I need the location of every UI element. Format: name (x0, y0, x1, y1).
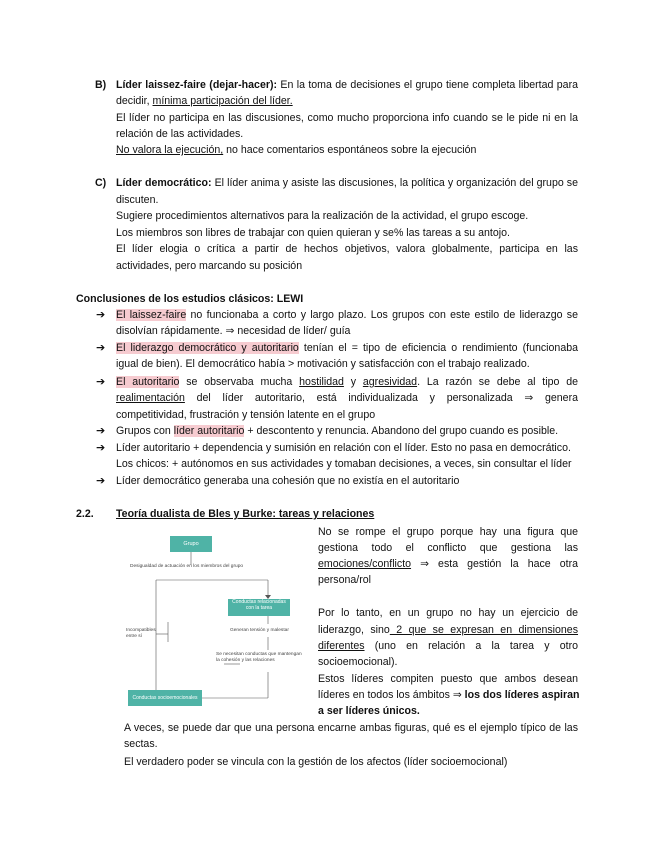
underlined-text: No valora la ejecución, (116, 144, 224, 156)
highlighted-text: El liderazgo democrático y autoritario (116, 342, 299, 354)
bullet-arrow-icon: ➔ (96, 475, 106, 487)
conclusion-3-line-1 (116, 375, 578, 390)
tension-note: Generan tensión y malestar (230, 628, 289, 633)
text: Grupos con (116, 425, 174, 437)
section-b-title: Líder laissez-faire (dejar-hacer): (116, 79, 278, 91)
dualist-theory-diagram (120, 524, 310, 714)
section-c-line-3: Sugiere procedimientos alternativos para la realización de la actividad, el grupo escoge. (116, 210, 529, 222)
section-c-text: El líder anima y asiste las discusiones, la política y organización del grupo se (211, 177, 578, 189)
highlighted-text: líder autoritario (173, 425, 245, 437)
section-c-line-2: discuten. (116, 194, 159, 206)
incompatible-note: Incompatibles entre sí (126, 628, 156, 639)
section-c-line-6: actividades, pero marcando su posición (116, 260, 303, 272)
bullet-arrow-icon: ➔ (96, 442, 106, 454)
inequality-note: Desigualdad de actuación en los miembros del grupo (130, 564, 244, 569)
right-p1-line-3 (318, 557, 578, 572)
conclusion-5-line-2: Los chicos: + autónomos en sus actividades y tomaban decisiones, a veces, sin consultar el líder (116, 458, 572, 470)
conclusions-title: Conclusiones de los estudios clásicos: LEWI (76, 293, 304, 305)
bottom-p1-line-1: A veces, se puede dar que una persona encarne ambas figuras, qué es el ejemplo típico de las (124, 722, 578, 734)
highlighted-text: El autoritario (116, 376, 180, 388)
text: . La razón se debe al tipo de (417, 376, 578, 388)
right-p2-line-3 (318, 639, 578, 654)
underlined-text: mínima participación del líder. (152, 95, 293, 107)
bottom-p2: El verdadero poder se vincula con la gestión de los afectos (líder socioemocional) (124, 756, 508, 768)
bold-text: los dos líderes aspiran (464, 689, 580, 701)
diagram-connectors (120, 524, 310, 714)
right-p3-line-1: Estos líderes compiten puesto que ambos desean (318, 673, 578, 685)
section-b-line-2 (116, 94, 293, 109)
section-c-line-4: Los miembros son libres de trabajar con quien quieran y se% las tareas a su antojo. (116, 227, 510, 239)
right-p1-line-4: persona/rol (318, 574, 371, 586)
group-box: Grupo (170, 536, 212, 552)
text: decidir, (116, 95, 153, 107)
text: liderazgo, sino (318, 624, 390, 636)
conclusion-1-line-1 (116, 308, 578, 323)
right-p3-line-3: a ser líderes únicos. (318, 705, 420, 717)
bullet-arrow-icon: ➔ (96, 425, 106, 437)
section-c-title: Líder democrático: (116, 177, 212, 189)
underlined-text: 2 que se expresan en dimensiones (389, 624, 579, 636)
text: líderes en todos los ámbitos ⇒ (318, 689, 465, 701)
section-c-line-5: El líder elogia o crítica a partir de hechos objetivos, valora globalmente, participa en las (116, 243, 578, 255)
section-b-line-1 (116, 78, 578, 93)
section-b-line-4: relación de las actividades. (116, 128, 244, 140)
highlighted-text: El laissez-faire (116, 309, 187, 321)
underlined-text: emociones/conflicto (318, 558, 412, 570)
conclusion-3-line-2 (116, 391, 578, 406)
section-b-line-5 (116, 143, 476, 158)
text: y (343, 376, 363, 388)
text: se observaba mucha (179, 376, 300, 388)
text: (uno en relación a la tarea y otro (364, 640, 578, 652)
section-b-line-3: El líder no participa en las discusiones, como mucho proporciona info cuando se le pide ni en la (116, 112, 578, 124)
underlined-text: hostilidad (299, 376, 344, 388)
conclusion-6: Líder democrático generaba una cohesión que no existía en el autoritario (116, 475, 460, 487)
conclusion-2-line-2: igual de bien). El democrático había > motivación y satisfacción con el trabajo realizado. (116, 358, 530, 370)
socioemotional-box: Conductas socioemocionales (128, 690, 202, 706)
bottom-p1-line-2: sectas. (124, 738, 158, 750)
underlined-text: realimentación (116, 392, 185, 404)
conclusion-4 (116, 424, 558, 439)
section-b-text: En la toma de decisiones el grupo tiene completa libertad para (277, 79, 578, 91)
section-number: 2.2. (76, 508, 94, 520)
conclusion-5-line-1: Líder autoritario + dependencia y sumisión en relación con el líder. Esto no pasa en democrático. (116, 442, 571, 454)
conclusion-3-line-3: competitividad, frustración y tensión latente en el grupo (116, 409, 376, 421)
text: no funcionaba a corto y largo plazo. Los grupos con este estilo de liderazgo se (186, 309, 578, 321)
right-p1-line-2: gestiona todo el conflicto que gestiona las (318, 542, 578, 554)
text: tenían el = tipo de eficiencia o rendimiento (funcionaba (298, 342, 578, 354)
bullet-arrow-icon: ➔ (96, 309, 106, 321)
cohesion-note: Se necesitan conductas que mantengan la cohesión y las relaciones (216, 652, 302, 663)
underlined-text: agresividad (362, 376, 418, 388)
bullet-arrow-icon: ➔ (96, 342, 106, 354)
right-p2-line-1: Por lo tanto, en un grupo no hay un ejercicio de (318, 607, 578, 619)
conclusion-2-line-1 (116, 341, 578, 356)
right-p2-line-2 (318, 623, 578, 638)
text: no hace comentarios espontáneos sobre la ejecución (223, 144, 477, 156)
text: ⇒ esta gestión la hace otra (411, 558, 578, 570)
conclusion-1-line-2: disolvían rápidamente. ⇒ necesidad de líder/ guía (116, 325, 351, 337)
underlined-text: diferentes (318, 640, 365, 652)
task-behaviour-box: Conductas relacionadas con la tarea (228, 599, 290, 616)
bullet-arrow-icon: ➔ (96, 376, 106, 388)
right-p1-line-1: No se rompe el grupo porque hay una figura que (318, 526, 578, 538)
section-title: Teoría dualista de Bles y Burke: tareas y relaciones (116, 508, 375, 520)
right-p3-line-2 (318, 688, 578, 703)
section-b-marker: B) (95, 79, 107, 91)
section-c-line-1 (116, 176, 578, 191)
right-p2-line-4: socioemocional). (318, 656, 398, 668)
section-c-marker: C) (95, 177, 107, 189)
text: + descontento y renuncia. Abandono del grupo cuando es posible. (244, 425, 559, 437)
text: del líder autoritario, está individualizada y personalizada ⇒ genera (184, 392, 578, 404)
